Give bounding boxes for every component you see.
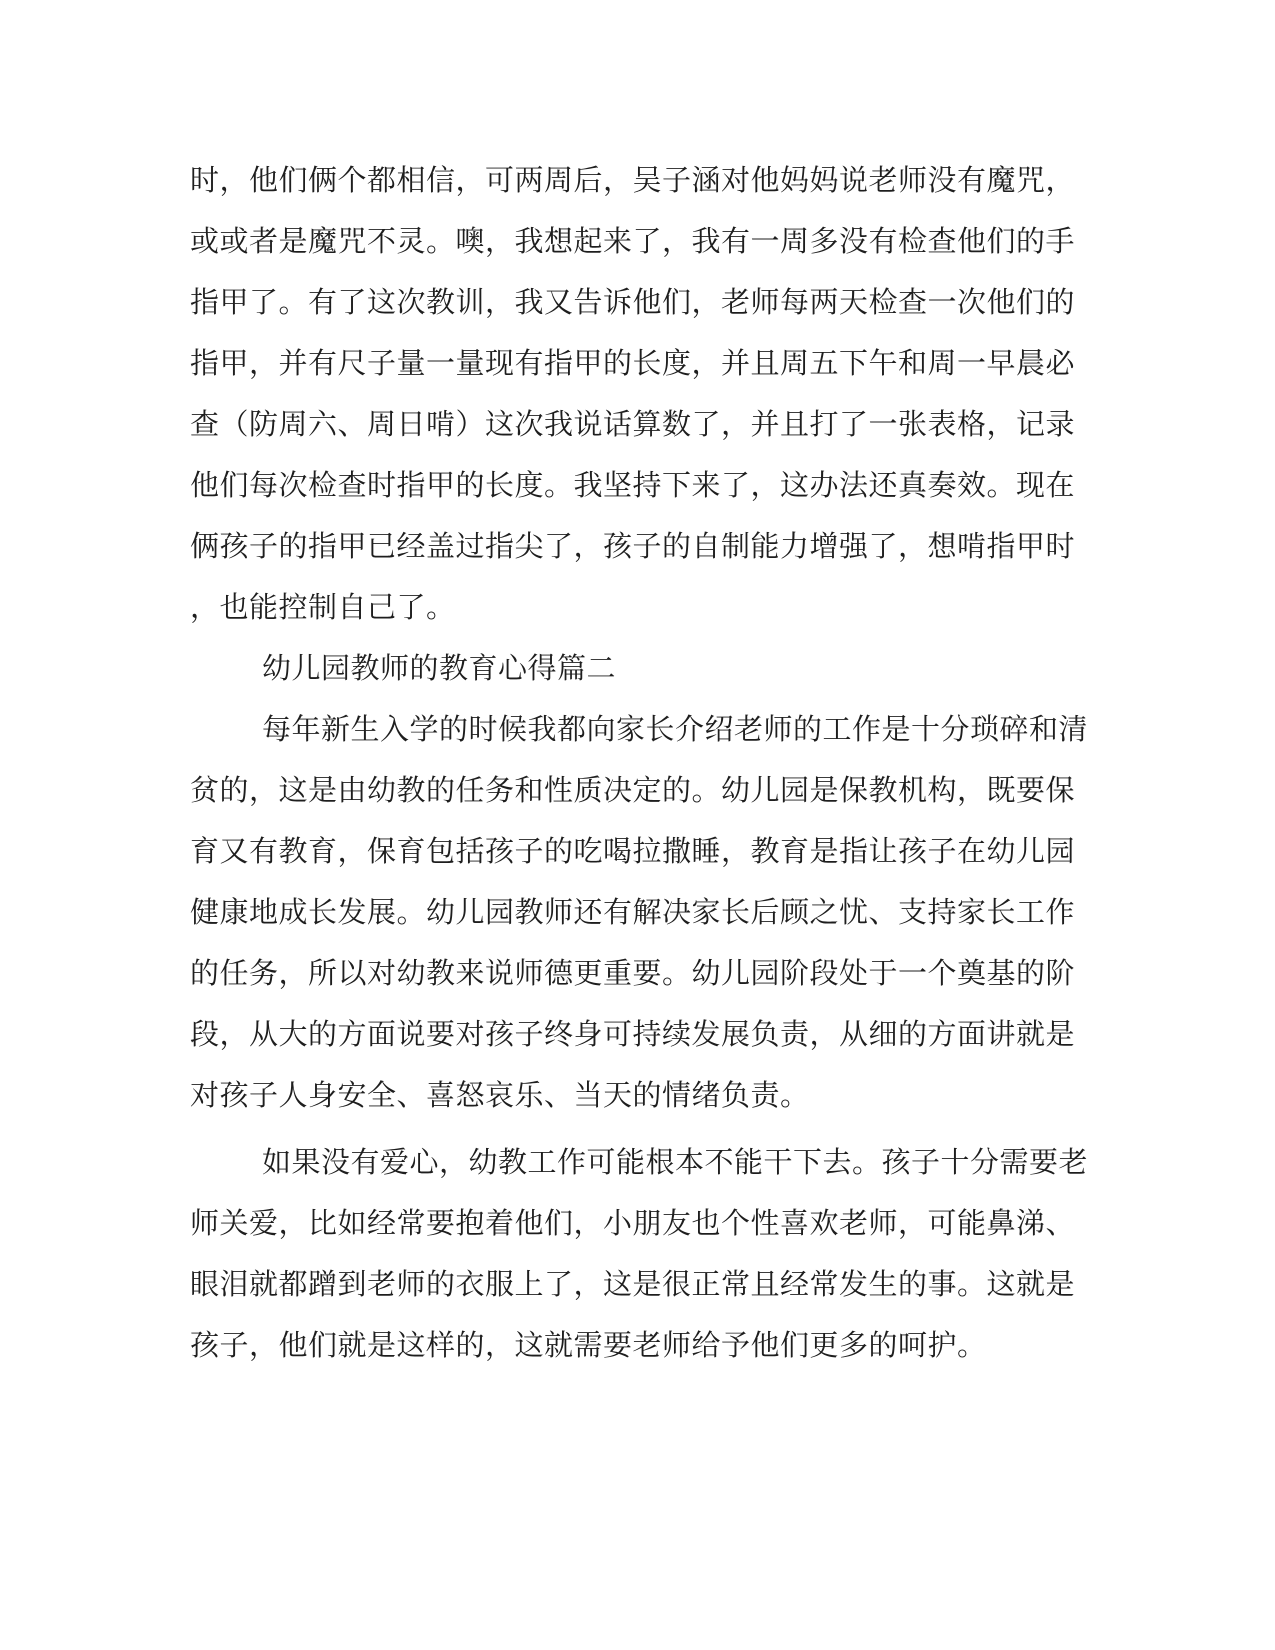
paragraph-1 [190,150,1090,638]
text-line: 查（防周六、周日啃）这次我说话算数了，并且打了一张表格，记录 [190,407,1076,441]
text-line: 指甲，并有尺子量一量现有指甲的长度，并且周五下午和周一早晨必 [190,346,1076,380]
paragraph-3 [190,1132,1090,1376]
text-line: 师关爱，比如经常要抱着他们，小朋友也个性喜欢老师，可能鼻涕、 [190,1206,1076,1240]
text-line: 如果没有爱心，幼教工作可能根本不能干下去。孩子十分需要老 [262,1145,1089,1179]
text-line: 健康地成长发展。幼儿园教师还有解决家长后顾之忧、支持家长工作 [190,895,1076,929]
text-line: 俩孩子的指甲已经盖过指尖了，孩子的自制能力增强了，想啃指甲时 [190,529,1076,563]
text-line: 时，他们俩个都相信，可两周后，吴子涵对他妈妈说老师没有魔咒， [190,163,1076,197]
text-line: 眼泪就都蹭到老师的衣服上了，这是很正常且经常发生的事。这就是 [190,1267,1076,1301]
text-line: 他们每次检查时指甲的长度。我坚持下来了，这办法还真奏效。现在 [190,468,1076,502]
text-line: 指甲了。有了这次教训，我又告诉他们，老师每两天检查一次他们的 [190,285,1076,319]
text-line: ，也能控制自己了。 [190,590,456,624]
section-heading: 幼儿园教师的教育心得篇二 [262,651,617,685]
text-line: 段，从大的方面说要对孩子终身可持续发展负责，从细的方面讲就是 [190,1017,1076,1051]
document-body [190,150,1090,1376]
text-line: 或或者是魔咒不灵。噢，我想起来了，我有一周多没有检查他们的手 [190,224,1076,258]
text-line: 的任务，所以对幼教来说师德更重要。幼儿园阶段处于一个奠基的阶 [190,956,1076,990]
text-line: 对孩子人身安全、喜怒哀乐、当天的情绪负责。 [190,1078,810,1112]
text-line: 每年新生入学的时候我都向家长介绍老师的工作是十分琐碎和清 [262,712,1089,746]
text-line: 孩子，他们就是这样的，这就需要老师给予他们更多的呵护。 [190,1328,987,1362]
text-line: 贫的，这是由幼教的任务和性质决定的。幼儿园是保教机构，既要保 [190,773,1076,807]
paragraph-2 [190,699,1090,1126]
text-line: 育又有教育，保育包括孩子的吃喝拉撒睡，教育是指让孩子在幼儿园 [190,834,1076,868]
